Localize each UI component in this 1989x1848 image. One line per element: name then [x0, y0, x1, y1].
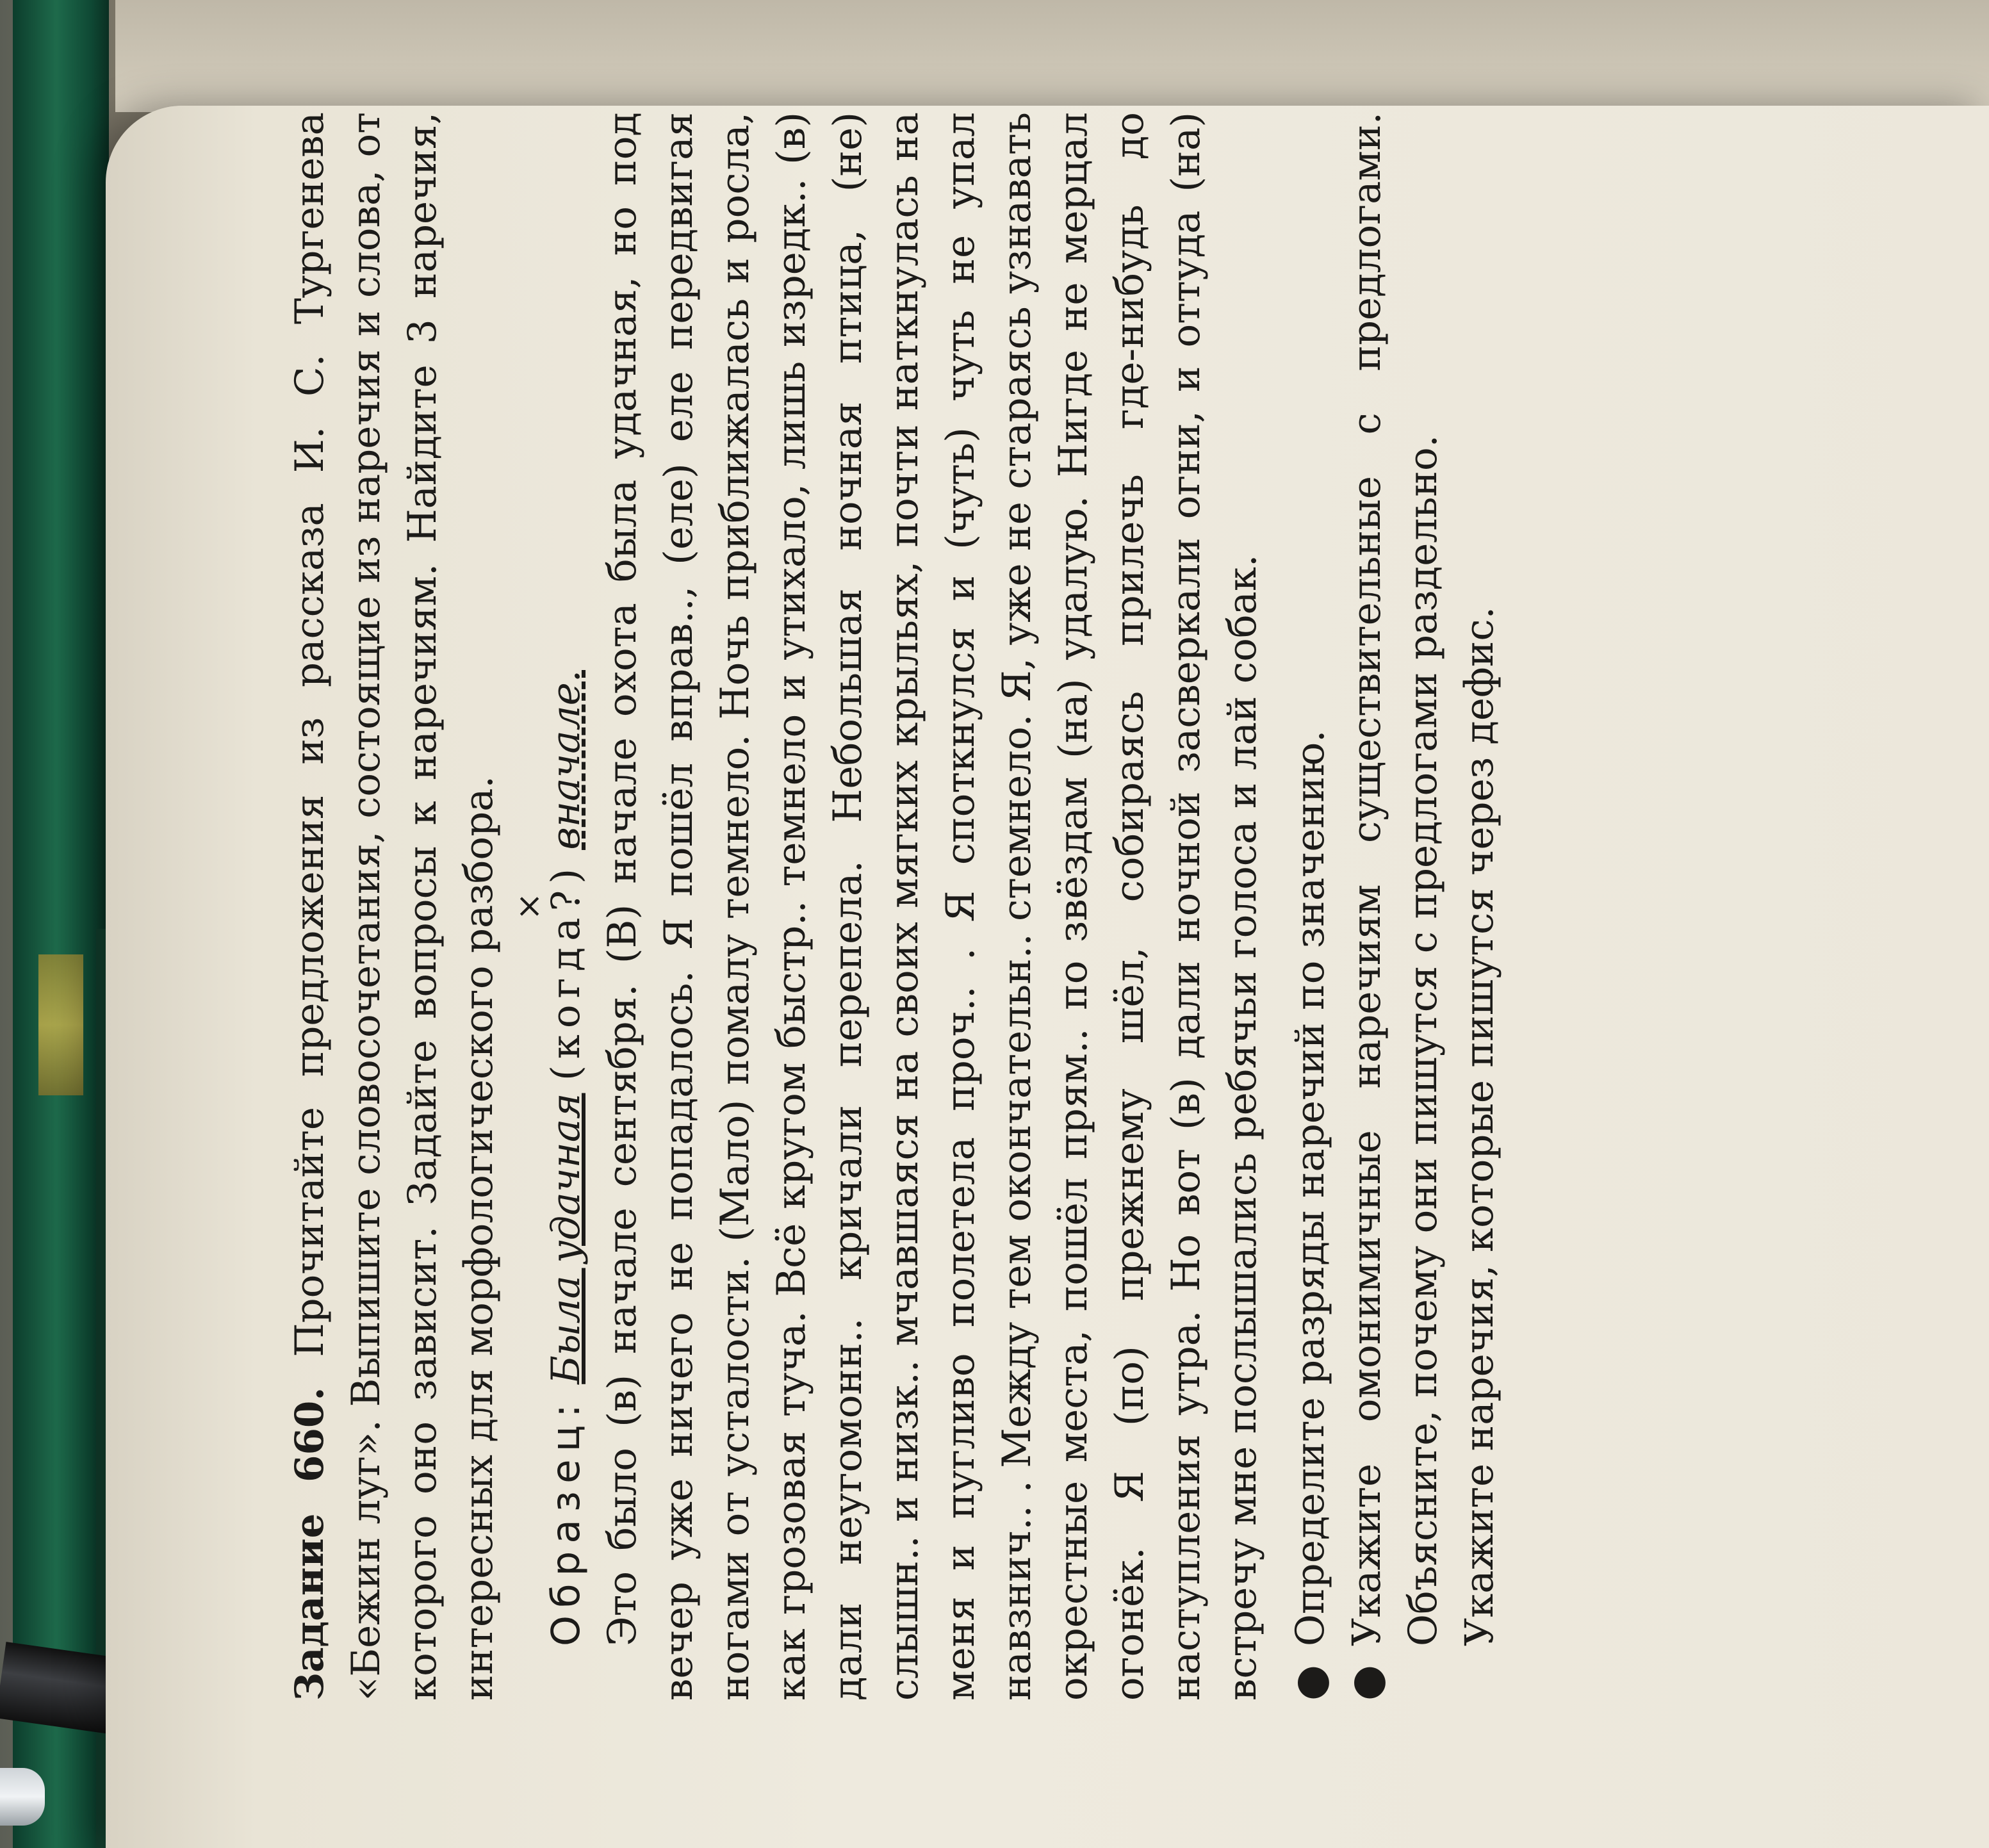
bullet-icon: ● — [1287, 1665, 1334, 1701]
task-text: Прочитайте предложения из рассказа И. С. Тургенева «Бежин луг». Выпишите словосочетания, состоящие из наречия и слова, от которого оно зависит. Задайте вопросы к наречиям. Найдите 3 наречия, интересных для морфологического разбора. — [287, 111, 502, 1701]
example-mark: × — [510, 892, 548, 920]
pen-tip — [0, 1768, 45, 1826]
green-pencil — [13, 0, 109, 1848]
pencil-label — [38, 954, 83, 1095]
question-text: Укажите омонимичные наречиям существительные с предлогами. Объясните, почему они пишутся с предлогами раздельно. — [1344, 112, 1446, 1646]
question-list — [1282, 112, 1508, 1701]
question-text: Определите разряды наречий по значению. — [1288, 730, 1333, 1646]
example-phrase: Была удачная — [543, 1093, 589, 1384]
bullet-icon: ● — [1343, 1665, 1391, 1701]
task-paragraph — [282, 112, 507, 1701]
passage-text: Это было (в) начале сентября. (В) начале охота была удачная, но под вечер уже ничего не попадалось. Я пошёл вправ.., (еле) еле передвигая ногами от усталости. (Мало) помалу темнело. Ночь приближалась и росла, как грозовая туча. Всё кругом быстр.. темнело и утихало, лишь изредк.. (в) дали неугомонн.. кричали перепела. Небольшая ночная птица, (не) слышн.. и низк.. мчавшаяся на своих мягких крыльях, почти наткнулась на меня и пугливо полетела проч.. . Я споткнулся и (чуть) чуть не упал навзнич.. . Между тем окончательн.. стемнело. Я, уже не стараясь узнавать окрестные места, пошёл прям.. по звёздам (на) удалую. Нигде не мерцал огонёк. Я (по) прежнему шёл, собираясь прилечь где-нибудь до наступления утра. Но вот (в) дали ночной засверкали огни, и оттуда (на) встречу мне послышались ребячьи голоса и лай собак. — [600, 112, 1265, 1701]
task-number: Задание 660. — [287, 1387, 332, 1701]
example-label: Образец: — [543, 1396, 589, 1646]
list-item — [1282, 112, 1339, 1701]
example-line — [538, 112, 594, 1701]
example-question: (когда?) — [543, 862, 589, 1081]
previous-page-edge — [115, 0, 1989, 112]
example-adverb: вначале. — [543, 669, 589, 850]
exercise-block — [282, 112, 1508, 1701]
list-item — [1339, 112, 1452, 1701]
final-question: Укажите наречия, которые пишутся через дефис. — [1457, 607, 1502, 1646]
